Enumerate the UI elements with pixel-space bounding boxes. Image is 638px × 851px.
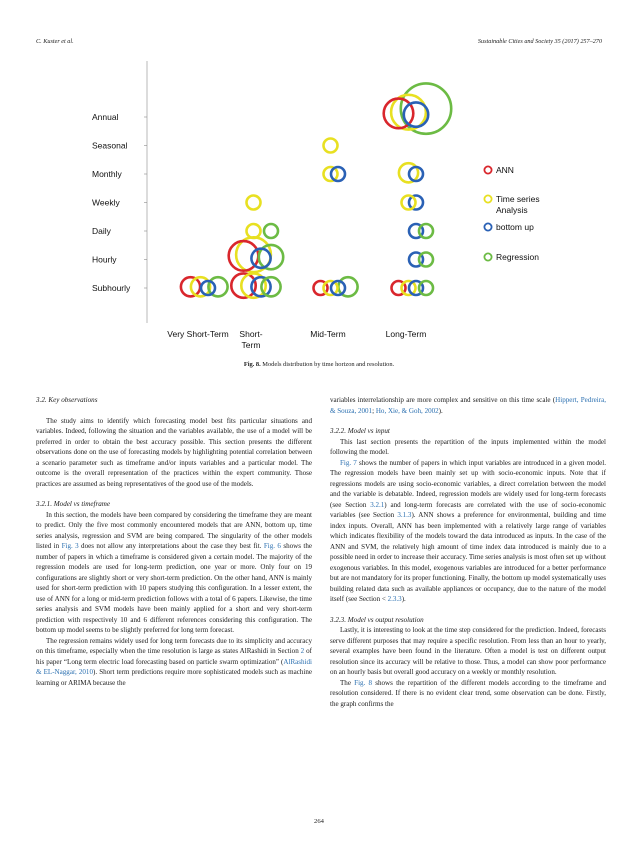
y-tick-label: Monthly [92, 169, 122, 179]
figure-link-fig6[interactable]: Fig. 6 [263, 542, 281, 550]
bubble-marker [324, 139, 338, 153]
bubble-marker [247, 224, 261, 238]
legend-label [496, 222, 534, 232]
text-run: shows the number of papers in which input variables are introduced in a given model. The regression models have been mainly set up with socio-economic inputs. Note that if regressions models are using socio-economic variables, a direct correlation between the model and the variable is debatable. Indeed, regression models are widely used for long-term forecasts (see Section [330, 458, 607, 509]
bubble-chart [36, 55, 602, 355]
paragraph: This last section presents the repartition of the inputs implemented within the model following the model. [330, 437, 606, 456]
text-run: In this section, the models have been compared by considering the timeframe they are meant to predict. Only the five most commonly encountered models that are ANN, bottom up, time series analysis, regression and SVM are being compared. The singularity of the other models listed in [36, 510, 312, 550]
x-tick-label [310, 329, 345, 339]
x-tick-label-line: Term [241, 340, 261, 350]
citation-link-alrashidi[interactable]: AlRashidi & EL-Naggar, 2010 [36, 657, 312, 676]
running-header-journal: Sustainable Cities and Society 35 (2017) 257–270 [477, 38, 602, 45]
legend-label [496, 252, 539, 262]
paragraph [330, 678, 606, 710]
x-tick-label-line: Very Short-Term [167, 329, 229, 339]
text-run: ). [401, 595, 406, 603]
bubble-marker [247, 196, 261, 210]
x-tick-label-line: Long-Term [385, 329, 427, 339]
y-tick-label: Subhourly [92, 283, 131, 293]
text-run: The regression remains widely used for long term forecasts due to its simplicity and accuracy on this timeframe, especially when the time resolution is large as states AlRashidi in Section [36, 636, 312, 655]
citation-link-ho[interactable]: Ho, Xie, & Goh, 2002 [375, 406, 439, 415]
paragraph: Lastly, it is interesting to look at the time step considered for the prediction. Indeed, forecasts serve different purposes that may require a specific resolution. From less than an hour to yearly, several examples have been found in the literature. Often a model is test on different output resolution since its accuracy will be relative to those. Thus, a model can show poor performance on an hourly basis but overall good accuracy on a weekly or monthly resolution. [330, 626, 606, 676]
right-column [330, 395, 606, 709]
legend-marker [484, 253, 491, 260]
section-heading-3-2-2: 3.2.2. Model vs input [330, 427, 390, 435]
figure-label: Fig. 8. [243, 361, 261, 368]
legend-marker [484, 195, 491, 202]
y-tick-label: Daily [92, 226, 111, 236]
x-tick-label [386, 329, 427, 339]
paragraph [330, 458, 606, 605]
legend-marker [484, 166, 491, 173]
x-tick-label-line: Short- [239, 329, 263, 339]
left-column [36, 395, 312, 688]
section-link-2-3-3[interactable]: 2.3.3 [387, 595, 402, 603]
figure-link-fig7[interactable]: Fig. 7 [340, 458, 357, 467]
figure-caption [0, 361, 638, 368]
legend-label-line: Time series [496, 194, 540, 204]
bubble-marker [419, 281, 433, 295]
legend-label-line: ANN [496, 165, 514, 175]
figure-link-fig3[interactable]: Fig. 3 [61, 542, 79, 550]
legend-label-line: Regression [496, 252, 539, 262]
text-run: ; [372, 406, 376, 415]
section-heading-3-2: 3.2. Key observations [36, 396, 98, 404]
text-run: shows the number of papers in which a timeframe is considered given a certain model. The majority of the regression models are used for long-term prediction, one year or more. Only four on 19 configurations are slightly short or very short-term prediction. On the other hand, ANN is mainly used for short-term prediction with 10 papers studying this configuration. In a lesser extent, the use of ANN for a long or mid-term prediction follows with a total of 6 papers. Likewise, the time series analysis and SVM models have been mainly applied for a short and very short-term prediction with respectively 10 and 6 different references considering this configuration. The bottom up model seems to be slightly preferred for long term forecast. [36, 542, 312, 634]
y-tick-label: Annual [92, 112, 119, 122]
text-run: of his paper “Long term electric load forecasting based on particle swarm optimization” ( [36, 647, 312, 666]
text-run: ). [438, 406, 443, 415]
text-run: shows the repartition of the different models according to the timeframe and resolution considered. If there is no evident clear trend, some observation can be done. Firstly, the graph confirms the [330, 678, 606, 708]
citation-link-hippert[interactable]: Hippert, Pedreira, & Souza, 2001 [330, 396, 606, 415]
paragraph [36, 636, 312, 689]
legend-label-line: Analysis [496, 205, 528, 215]
text-run: ) and long-term forecasts are correlated with the use of socio-economic variables (see Section [330, 500, 606, 519]
x-tick-label [167, 329, 228, 339]
x-tick-label-line: Mid-Term [310, 329, 346, 339]
section-link-3-2-1[interactable]: 3.2.1 [370, 500, 385, 509]
page-number: 264 [314, 818, 324, 825]
legend-label [496, 194, 540, 215]
running-header-authors: C. Kuster et al. [36, 38, 74, 45]
section-heading-3-2-1: 3.2.1. Model vs timeframe [36, 500, 111, 508]
x-tick-label [239, 329, 262, 350]
paragraph [330, 395, 606, 416]
legend-marker [484, 223, 491, 230]
y-tick-label: Hourly [92, 254, 117, 265]
bubble-marker [419, 253, 433, 267]
legend-label [496, 165, 514, 175]
paragraph [36, 510, 312, 636]
legend-label-line: bottom up [496, 222, 534, 232]
paragraph: The study aims to identify which forecasting model best fits particular situations and variables. Indeed, following the situation and the variables available, the use of a model will be preferred in order to obtain the best accuracy possible. This section presents the different observations done on the use of forecasting models by highlighting potential correlation between a scenario parameter such as timeframe and/or inputs variables and a particular model. The outcome is the overall representation of the practices within the expert community. Those practices are assumed as being representatives of the good use of the models. [36, 416, 312, 488]
section-link-3-1-3[interactable]: 3.1.3 [397, 511, 412, 519]
y-tick-label: Seasonal [92, 140, 128, 151]
y-tick-label: Weekly [92, 197, 120, 208]
figure-link-fig8[interactable]: Fig. 8 [354, 678, 373, 687]
section-heading-3-2-3: 3.2.3. Model vs output resolution [330, 615, 424, 624]
figure-caption-text: Models distribution by time horizon and resolution. [260, 361, 395, 368]
text-run: does not allow any interpretations about the case they best fit. [78, 542, 264, 550]
text-run: ). ANN shows a preference for environmental, building and time index inputs. Overall, ANN has been implemented with a relatively large range of variables which indicates flexibility of the models toward the data introduced as inputs. In the case of the ANN and SVM, the relatively high amount of time index data introduced is mainly due to a possible need in order to increase their accuracy. Time series analysis is most often set up without exogenous variables. In this model, exogenous variables are introduced for a better performance but are not mandatory for its proper functioning. Finally, the bottom up model systematically uses building related data such as available appliances or occupancy, due to the nature of the model itself (see Section < [330, 511, 607, 603]
text-run: variables interrelationship are more complex and sensitive on this time scale ( [330, 396, 556, 404]
text-run: ). Short term predictions require more sophisticated models such as machine learning or ARIMA because the [36, 668, 312, 687]
bubble-marker [264, 224, 278, 238]
bubble-marker [419, 224, 433, 238]
text-run: The [340, 678, 355, 687]
section-link-2[interactable]: 2 [300, 647, 305, 655]
